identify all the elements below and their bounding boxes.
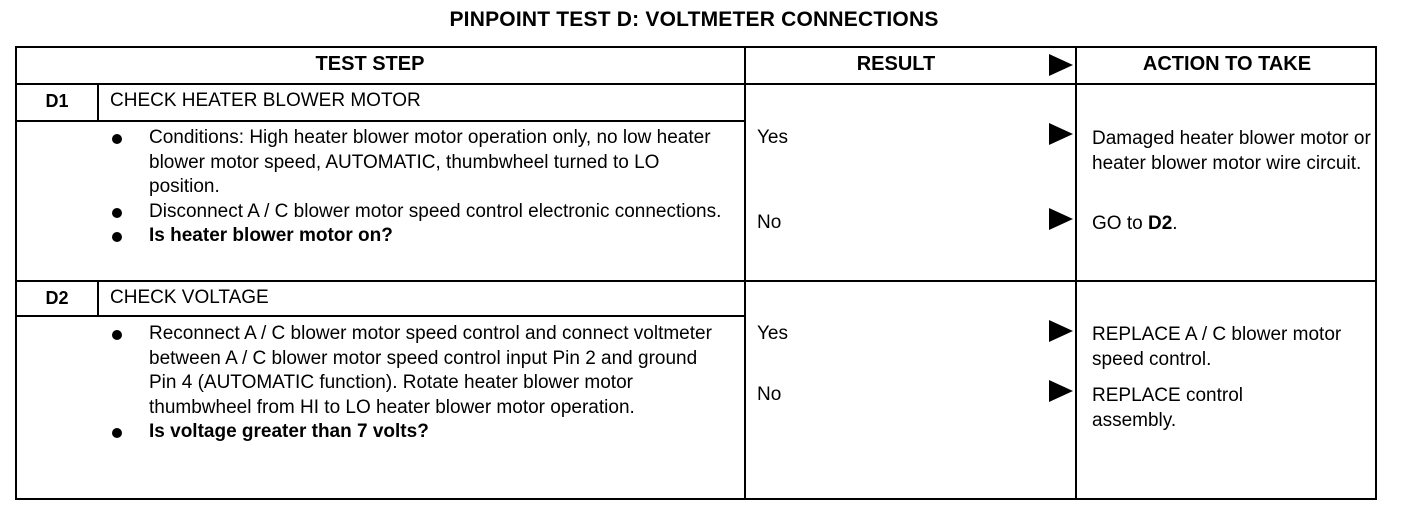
bullet-dot-icon [112, 232, 122, 242]
result-no: No [757, 212, 782, 233]
result-arrow-icon [1049, 208, 1073, 230]
step-name: CHECK VOLTAGE [110, 287, 269, 308]
action-text: Damaged heater blower motor or heater blower motor wire circuit. [1092, 128, 1371, 174]
step-d2-name-divider [15, 315, 745, 317]
bullet-item: Is voltage greater than 7 volts? [105, 420, 715, 445]
action-text: REPLACE control assembly. [1092, 385, 1244, 431]
step-d1-name-divider [15, 120, 745, 122]
result-yes: Yes [757, 323, 788, 344]
bullet-dot-icon [112, 208, 122, 218]
bullet-dot-icon [112, 330, 122, 340]
bullet-item: Is heater blower motor on? [105, 224, 735, 249]
header-arrow-icon [1049, 54, 1073, 76]
bullet-dot-icon [112, 428, 122, 438]
header-result: RESULT [856, 53, 936, 75]
header-divider [15, 83, 1377, 85]
step-divider [15, 280, 1377, 282]
result-arrow-icon [1049, 123, 1073, 145]
result-no: No [757, 384, 782, 405]
action-text: REPLACE A / C blower motor speed control. [1092, 324, 1342, 370]
result-column-divider [744, 46, 746, 500]
step-name: CHECK HEATER BLOWER MOTOR [110, 90, 421, 111]
page-title: PINPOINT TEST D: VOLTMETER CONNECTIONS [449, 8, 939, 31]
header-action: ACTION TO TAKE [1142, 53, 1312, 75]
bullet-item: Disconnect A / C blower motor speed control electronic connections. [105, 200, 735, 225]
action-column-divider [1075, 46, 1077, 500]
step-id: D2 [45, 288, 69, 308]
result-arrow-icon [1049, 320, 1073, 342]
step-bullets [105, 126, 735, 249]
header-test-step: TEST STEP [315, 53, 425, 75]
bullet-dot-icon [112, 134, 122, 144]
bullet-item: Reconnect A / C blower motor speed control and connect voltmeter between A / C blower motor speed control input Pin 2 and ground Pin 4 (AUTOMATIC function). Rotate heater blower motor thumbwheel from HI to LO heater blower motor operation. [105, 322, 715, 420]
result-arrow-icon [1049, 380, 1073, 402]
result-yes: Yes [757, 127, 788, 148]
step-id: D1 [45, 91, 69, 111]
action-text: GO to D2. [1092, 213, 1178, 234]
step-bullets [105, 322, 715, 445]
bullet-item: Conditions: High heater blower motor operation only, no low heater blower motor speed, AUTOMATIC, thumbwheel turned to LO position. [105, 126, 735, 200]
